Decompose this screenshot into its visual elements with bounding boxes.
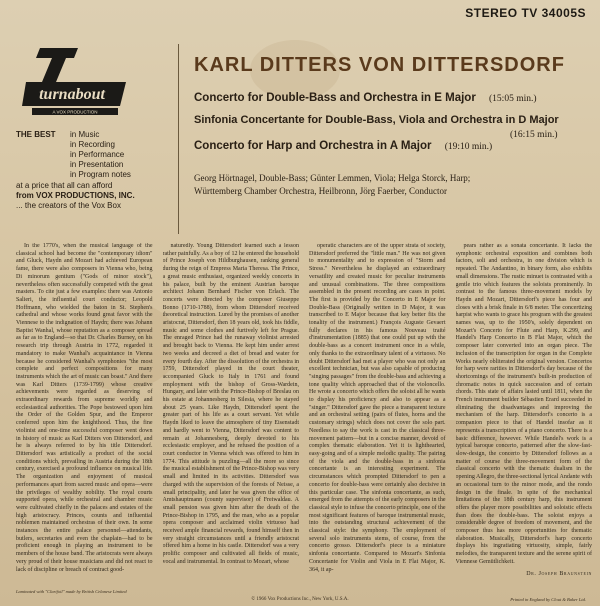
footer-copyright: © 1966 Vox Productions Inc., New York, U.S.A. bbox=[251, 597, 349, 602]
work-title-text: Concerto for Harp and Orchestra in A Major bbox=[194, 140, 432, 152]
promo-list bbox=[70, 130, 131, 180]
notes-column-2 bbox=[163, 243, 300, 588]
footer-printer: Printed in England by Clout & Baker Ltd. bbox=[510, 597, 586, 602]
promo-item: in Presentation bbox=[70, 160, 124, 169]
notes-text: In the 1770's, when the musical language of the classical school had become the "contemporary idiom" and Gluck, Haydn and Mozart had achieved European fame, there were also composers in Vienna who, being Di minorum gentium ("Gods of minor stock"), nevertheless often successfully competed with the great masters. To cite just a few examples: there was Antonio Salieri, the influential court conductor; Leopold Hoffmann, who wielded the baton in St. Stephen's cathedral and whose works found great favor with the Viennese to the indignation of Haydn; there was Johann Baptist Wanhal, whose reputation as a composer spread as far as to England—so that Dr. Charles Burney, on his research trip through Austria in 1772, regarded it mandatory to make Wanhal's acquaintance in Vienna because he considered Wanhal's symphonies "the most complete and perfect compositions for many instruments which the art of music can boast." And there was Karl Ditters (1739-1799) whose creative achievements were regarded as deserving of extraordinary rewards from supreme worldly and ecclesiastical authorities. The Pope bestowed upon him the Order of the Golden Spur, and the Emperor conferred upon him the knighthood. Thus, the fine violinist and one-time successful composer went down in history of music as Karl Ditters von Dittersdorf, and he is always referred to by his title Dittersdorf. Dittersdorf was artistically a product of the social conditions which, prevailing in Austria during the 18th century, exercised a profound influence on musical life. The organization and enjoyment of musical performances apart from sacred music and opera—were the privileges of wealthy nobility. The royal courts supported opera, while orchestral and chamber music were cultivated chiefly in the palaces and estates of the high aristocracy. Princes, counts and influential noblemen maintained orchestras of their own. In some instances the entire palace personnel—attendants, butlers, secretaries and even the chaplain—had to be proficient enough in playing an instrument to be members of the house band. The aristocrats were always very proud of their house musicians and did not react to lack of discipline or breach of contract good- bbox=[16, 243, 153, 573]
performers-line: Georg Hörtnagel, Double-Bass; Günter Lemmen, Viola; Helga Storck, Harp; bbox=[194, 173, 471, 183]
composer-name: KARL DITTERS VON DITTERSDORF bbox=[194, 54, 565, 76]
performers bbox=[194, 172, 584, 198]
promo-block bbox=[16, 130, 176, 211]
author-signature: Dr. Joseph Braunstein bbox=[526, 570, 592, 577]
promo-tail: from VOX PRODUCTIONS, INC. bbox=[16, 191, 135, 200]
divider bbox=[178, 44, 179, 234]
work-title-text: Sinfonia Concertante for Double-Bass, Viola and Orchestra in D Major bbox=[194, 114, 559, 126]
promo-item: in Performance bbox=[70, 150, 125, 159]
work-duration: (19:10 min.) bbox=[444, 142, 493, 152]
work-title bbox=[194, 92, 537, 104]
promo-tail: ... the creators of the Vox Box bbox=[16, 201, 121, 210]
footer-laminated: Laminated with "Clarifoil" made by British Celanese Limited bbox=[16, 589, 127, 594]
work-duration: (15:05 min.) bbox=[489, 94, 537, 104]
catalog-number: STEREO TV 34005S bbox=[465, 6, 586, 20]
performers-line: Württemberg Chamber Orchestra, Heilbronn, Jörg Faerber, Conductor bbox=[194, 186, 447, 196]
work-duration: (16:15 min.) bbox=[510, 130, 558, 140]
logo-subtext: A VOX PRODUCTION bbox=[52, 109, 98, 115]
work-title bbox=[194, 114, 559, 126]
promo-best: THE BEST bbox=[16, 130, 56, 139]
work-title-text: Concerto for Double-Bass and Orchestra in E Major bbox=[194, 92, 476, 104]
promo-tail: at a price that all can afford bbox=[16, 181, 113, 190]
notes-column-4 bbox=[456, 243, 593, 588]
work-title bbox=[194, 140, 492, 152]
turnabout-logo bbox=[22, 42, 130, 124]
work-duration-line bbox=[510, 128, 558, 140]
promo-item: in Music bbox=[70, 130, 100, 139]
notes-text: operatic characters are of the upper strata of society, Dittersdorf preferred the "little man." He was not given to monumentality and to expression of "Storm and Stress." Nevertheless he displayed an extraordinary versatility and created music for peculiar instruments and unusual combinations. The three compositions assembled in the present recording are cases in point. The first is provided by the Concerto in E Major for Double-Bass (Originally written in D Major, it was transcribed to E Major because that key better fits the tonality of the instrument.) François Auguste Gevaert fully declares in his famous Nouveau traité d'instrumentation (1885) that one could put up with the double-bass as a concert instrument once in a while, only thanks to the extraordinary talent of a virtuoso. No doubt Dittersdorf had met a player who was not only an excellent technician, but was also capable of producing "singing passages" from the double-bass and achieving a tone quality which approached that of the violoncello. He wrote a concerto which offers the soloist all he wants to display his proficiency and also to appear as a "singer." Dittersdorf gave the piece a transparent texture and an orchestral setting (pairs of flutes, horns and the customary strings) which does not cover the solo part. Needless to say the work is cast in the classical three-movement pattern—but in a concise manner, devoid of complex thematic elaboration. Yet it is lighthearted, easy-going and of a simple melodic quality. The pairing of the viola and the double-bass in a sinfonia concertante is an interesting experiment. The circumstances which prompted Dittersdorf to pen a concerto for double-bass were certainly also decisive in this particular case. The sinfonia concertante, as such, emerged from the attempts of the early composers in the classical style to infuse the concerto principle, one of the most significant features of baroque instrumental music, into the outstanding structural achievement of the classical style: the symphony. The employment of several solo instruments stems, of course, from the concerto grosso. Dittersdorf's piece is a miniature sinfonia concertante. Compared to Mozart's Sinfonia Concertante for Violin and Viola in E Flat Major, K. 364, it ap- bbox=[309, 243, 446, 573]
notes-column-1 bbox=[16, 243, 153, 588]
logo-text: turnabout bbox=[39, 86, 105, 103]
notes-text: naturedly. Young Dittersdorf learned such a lesson rather painfully. As a boy of 12 he entered the household of Prince Joseph von Hildburghausen, ranking general during the reign of Empress Maria Theresa. The Prince, a great music enthusiast, organized weekly concerts in his palace, built by the eminent Austrian baroque architect Johann Bernhard Fischer von Erlach. The concerts were directed by the composer Giuseppe Bonno (1710-1788), from whom Dittersdorf received theoretical instruction. Lured by the promises of another aristocrat, Dittersdorf, then 18 years old, took his fiddle, music and some clothes and furtively left for Prague. The enraged Prince had the runaway violinist arrested and brought back to Vienna. He kept him under arrest two weeks and decreed a diet of bread and water for every fourth day. After the dissolution of the orchestra in 1759, Dittersdorf played in the court theater, accompanied Gluck to Italy in 1761 and found employment with the bishop of Gross-Wardein, Hungary, and later with the Prince-Bishop of Breslau on his estate at Johannesberg in Silesia, where he stayed about 25 years. Like Haydn, Dittersdorf spent the greater part of his life as a court servant. Yet while Haydn liked to leave the atmosphere of tiny Eisenstadt and hardly went to Vienna, Dittersdorf was content to remain at Johannesberg, deeply devoted to his ecclesiastic employer, and he refused the position of a court conductor in Vienna which was offered to him in 1774. This attitude is puzzling—all the more so since the musical establishment of the Prince-Bishop was very small and limited in its activities. Dittersdorf was charged with the supervision of the forests of Neisse, a small principality, and later he was given the office of Amtshauptmann (county supervisor) of Freiwaldau. A small pension was given him after the death of the Prince-Bishop in 1795, and the man, who as a popular opera composer and acclaimed violin virtuoso had received ample financial rewards, found himself then in very straight circumstances until a friendly aristocrat offered him a home in his castle. Dittersdorf was a very prolific composer and cultivated all fields of music, vocal and instrumental. In contrast to Mozart, whose bbox=[162, 243, 299, 565]
promo-item: in Program notes bbox=[70, 170, 131, 179]
liner-notes bbox=[16, 243, 592, 588]
promo-item: in Recording bbox=[70, 140, 115, 149]
notes-column-3 bbox=[309, 243, 446, 588]
notes-text: pears rather as a sonata concertante. It lacks the symphonic orchestral exposition and combines both factors, soli and orchestra, in one division which is repeated. The Andantino, in binary form, also exhibits small dimensions. The rustic minuet is contrasted with a gentle trio which features the soloists prominently. In contrast to the famous three-movement models by Haydn and Mozart, Dittersdorf's piece has four and closes with a brisk finale in 6/8 meter. The concertizing harpist who wants to grace his program with the greatest names was, up to the 1950's, solely dependent on Mozart's Concerto for Flute and Harp, K.299, and Handel's Harp Concerto in B Flat Major, which the composer later converted into an organ piece. The inclusion of the transcription for organ in the Complete Works nearly obliterated the original version. Concertos for harp were rarities in Dittersdorf's day because of the shortcomings of the instrument's built-in production of chromatic notes in quick succession and of certain chords. This state of affairs lasted until 1811, when the French instrument builder Sébastien Erard succeeded in eliminating the disadvantages and improving the mechanism of the harp. Dittersdorf's concerto is a companion piece to that of Handel insofar as it represents a transcription of a piano concerto. There is a basic difference, however. While Handel's work is a typical baroque concerto, patterned after the slow-fast-slow-design, the concerto by Dittersdorf follows as a matter of course the three-movement form of the classical concerto with the thematic dualism in the opening Allegro, the three-sectional lyrical Andante with an occasional turn to the minor mode, and the rondo design in the finale. In spite of the mechanical limitations of the 18th century harp, this instrument offers the player more possibilities and soloistic effects than does the double-bass. The soloist enjoys a considerable degree of freedom of movement, and the composer thus has more opportunities for thematic elaboration. Musically, Dittersdorf's harp concerto displays his ingratiating virtuosity, simple, fairly melodies, the transparent texture and the serene spirit of Viennese Gemütlichkeit. bbox=[455, 243, 592, 565]
